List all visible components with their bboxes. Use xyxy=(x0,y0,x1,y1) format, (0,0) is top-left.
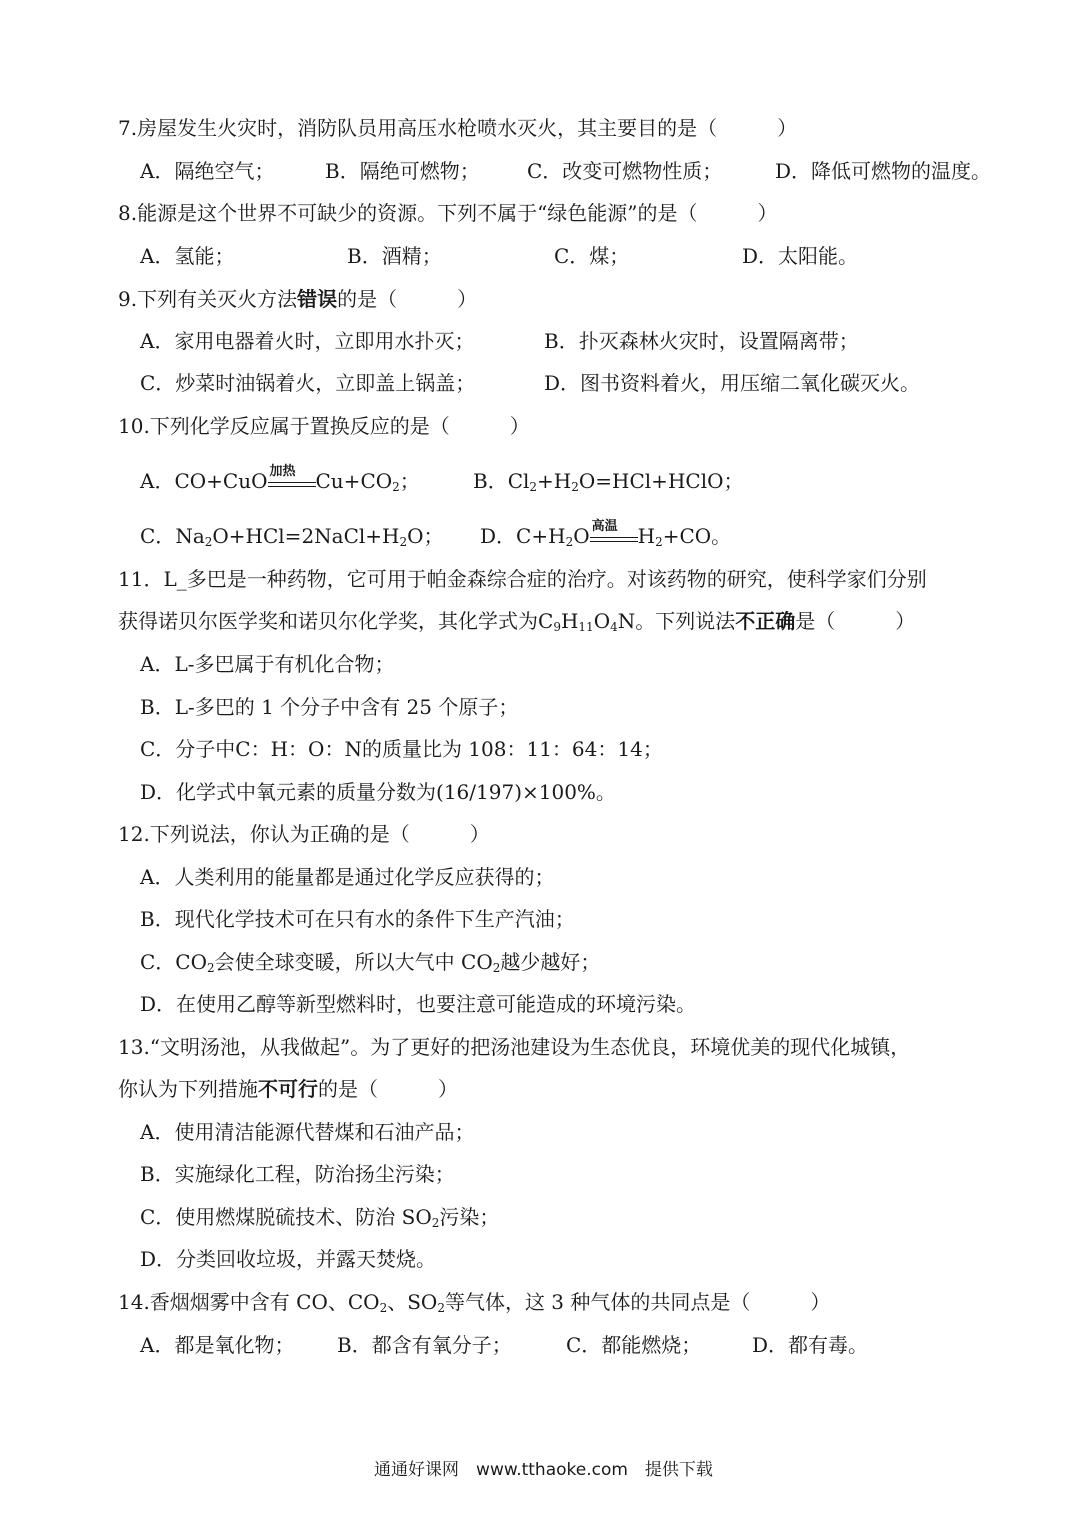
question-9-option-b: B．扑灭森林火灾时，设置隔离带； xyxy=(544,329,859,353)
question-13-option-d: D．分类回收垃圾，并露天焚烧。 xyxy=(140,1247,437,1271)
question-11-option-c: C．分子中C：H：O：N的质量比为 108：11：64：14； xyxy=(140,737,663,761)
reaction-condition-arrow: 高温 xyxy=(590,528,638,548)
question-7-stem: 7.房屋发生火灾时，消防队员用高压水枪喷水灭火，其主要目的是（ ） xyxy=(118,116,798,140)
question-13-option-c: C．使用燃煤脱硫技术、防治 $SO_2$污染； xyxy=(140,1205,500,1230)
question-10-option-d: D．$C+H_2O$ 高温 $H_2+CO$。 xyxy=(480,518,732,549)
question-10-option-c: C．$Na_2O+HCl=2NaCl+H_2O$； xyxy=(140,524,444,549)
reaction-condition-arrow: 加热 xyxy=(268,473,316,493)
question-9-stem: 9.下列有关灭火方法错误的是（ ） xyxy=(118,287,478,311)
question-14-option-d: D．都有毒。 xyxy=(752,1333,869,1357)
question-11-option-a: A．L-多巴属于有机化合物； xyxy=(140,652,395,676)
question-14-option-c: C．都能燃烧； xyxy=(566,1333,702,1357)
question-8-option-d: D．太阳能。 xyxy=(742,244,859,268)
question-11-option-d: D．化学式中氧元素的质量分数为(16/197)×100%。 xyxy=(140,780,616,804)
question-8-option-c: C．煤； xyxy=(554,244,630,268)
question-11-stem-line-1: 11．L_多巴是一种药物，它可用于帕金森综合症的治疗。对该药物的研究，使科学家们分别 xyxy=(118,567,927,591)
question-10-option-a: A．CO+CuO 加热 $Cu+CO_2$； xyxy=(140,463,420,494)
question-14-option-a: A．都是氧化物； xyxy=(140,1333,295,1357)
question-8-option-a: A．氢能； xyxy=(140,244,235,268)
question-7-option-a: A．隔绝空气； xyxy=(140,159,275,183)
question-12-option-b: B．现代化学技术可在只有水的条件下生产汽油； xyxy=(140,907,575,931)
question-10-stem: 10.下列化学反应属于置换反应的是（ ） xyxy=(118,414,530,438)
question-13-emphasis: 不可行 xyxy=(258,1077,318,1101)
question-12-option-a: A．人类利用的能量都是通过化学反应获得的； xyxy=(140,865,555,889)
question-13-option-a: A．使用清洁能源代替煤和石油产品； xyxy=(140,1120,475,1144)
question-9-option-c: C．炒菜时油锅着火，立即盖上锅盖； xyxy=(140,371,476,395)
question-11-stem-line-2: 获得诺贝尔医学奖和诺贝尔化学奖，其化学式为$C_9H_{11}O_4N$。下列说法不正确是（ ） xyxy=(118,609,916,634)
question-9-option-a: A．家用电器着火时，立即用水扑灭； xyxy=(140,329,475,353)
question-13-stem-line-2: 你认为下列措施不可行的是（ ） xyxy=(118,1077,458,1101)
question-12-option-d: D．在使用乙醇等新型燃料时，也要注意可能造成的环境污染。 xyxy=(140,992,697,1016)
question-13-stem-line-1: 13.“文明汤池，从我做起”。为了更好的把汤池建设为生态优良，环境优美的现代化城镇， xyxy=(118,1035,911,1059)
question-7-option-c: C．改变可燃物性质； xyxy=(527,159,723,183)
question-13-option-b: B．实施绿化工程，防治扬尘污染； xyxy=(140,1162,455,1186)
question-11-option-b: B．L-多巴的 1 个分子中含有 25 个原子； xyxy=(140,695,519,719)
page-footer: 通通好课网 www.tthaoke.com 提供下载 xyxy=(374,1460,713,1480)
question-10-option-b: B．$Cl_2+H_2O=HCl+HClO$； xyxy=(473,469,744,494)
question-12-option-c: C．$CO_2$会使全球变暖，所以大气中 $CO_2$越少越好； xyxy=(140,950,601,975)
question-14-option-b: B．都含有氧分子； xyxy=(337,1333,512,1357)
question-8-option-b: B．酒精； xyxy=(347,244,442,268)
question-9-emphasis: 错误 xyxy=(297,287,338,311)
question-8-stem: 8.能源是这个世界不可缺少的资源。下列不属于“绿色能源”的是（ ） xyxy=(118,201,778,225)
question-7-option-d: D．降低可燃物的温度。 xyxy=(775,159,992,183)
question-7-option-b: B．隔绝可燃物； xyxy=(325,159,480,183)
question-11-emphasis: 不正确 xyxy=(735,609,796,633)
question-12-stem: 12.下列说法，你认为正确的是（ ） xyxy=(118,822,490,846)
question-14-stem: 14.香烟烟雾中含有 CO、$CO_2$、$SO_2$等气体，这 3 种气体的共同点是（ ） xyxy=(118,1290,831,1315)
question-9-option-d: D．图书资料着火，用压缩二氧化碳灭火。 xyxy=(544,371,921,395)
